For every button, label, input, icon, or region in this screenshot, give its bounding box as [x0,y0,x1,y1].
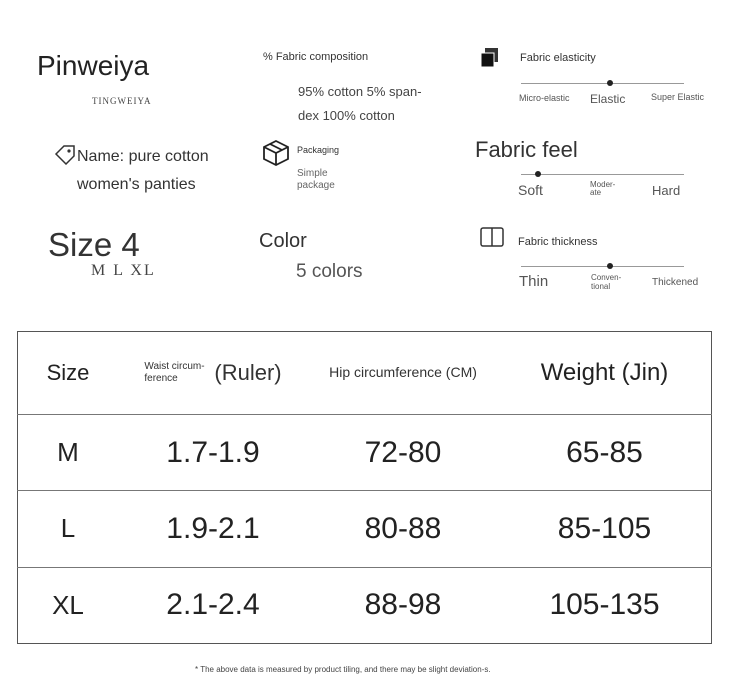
product-name: Name: pure cotton women's panties [77,148,209,193]
header-waist-label: Waist circum-ference [144,361,205,384]
header-size: Size [46,360,90,385]
thickness-mid-label: Conven-tional [591,273,622,291]
header-waist-unit: (Ruler) [214,360,282,385]
fabric-composition-label: % Fabric composition [263,51,369,63]
size-chart-table [17,331,712,644]
tag-icon [54,143,76,165]
fabric-elasticity-title: Fabric elasticity [520,52,596,64]
elasticity-high-label: Super Elastic [651,92,705,102]
brand-subtitle: TINGWEIYA [92,96,152,106]
color-label: Color [259,230,307,252]
thickness-low-label: Thin [519,273,549,290]
size-label: Size 4 [48,226,140,263]
brand-name: Pinweiya [37,50,150,81]
fabric-composition-value: 95% cotton 5% span-dex 100% cotton [298,84,422,123]
feel-low-label: Soft [518,182,543,198]
table-row: M 1.7-1.9 72-80 65-85 [18,415,712,491]
table-row: L 1.9-2.1 80-88 85-105 [18,491,712,567]
header-waist [118,332,308,415]
elasticity-low-label: Micro-elastic [519,93,570,103]
feel-scale [521,174,684,175]
thickness-high-label: Thickened [652,277,699,288]
thickness-marker [607,263,613,269]
elasticity-scale [521,83,684,84]
box-icon [262,139,290,167]
header-weight: Weight (Jin) [540,359,669,386]
packaging-label: Packaging [297,145,340,155]
feel-marker [535,171,541,177]
packaging-value: Simple package [297,168,335,191]
book-icon [480,227,504,247]
color-value: 5 colors [296,261,363,282]
elasticity-marker [607,80,613,86]
fabric-stack-icon [481,48,498,67]
size-values: M L XL [91,262,156,279]
thickness-scale [521,266,684,267]
feel-high-label: Hard [652,183,681,198]
elasticity-mid-label: Elastic [590,92,626,106]
fabric-feel-title: Fabric feel [475,137,578,162]
table-header-row [18,332,712,415]
header-hip: Hip circumference (CM) [329,364,477,380]
measurement-note: * The above data is measured by product tiling, and there may be slight deviation-s. [195,665,491,674]
feel-mid-label: Moder-ate [590,180,616,197]
table-row: XL 2.1-2.4 88-98 105-135 [18,567,712,643]
fabric-thickness-title: Fabric thickness [518,236,598,248]
